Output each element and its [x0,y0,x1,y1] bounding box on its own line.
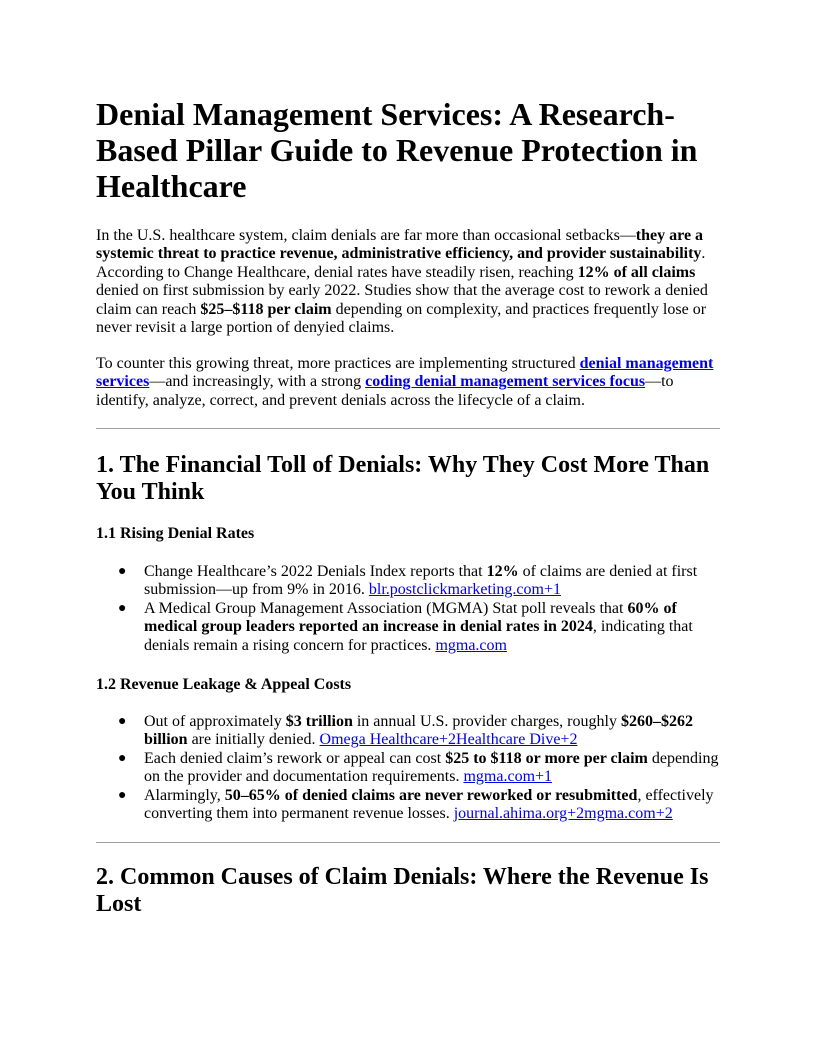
coding-denial-management-link[interactable]: coding denial management services focus [365,373,646,391]
bullet-icon: ● [118,787,127,803]
intro-paragraph-2 [96,355,720,410]
section-divider [96,842,720,843]
item-text: in annual U.S. provider charges, roughly [352,713,621,730]
item-text: Change Healthcare’s 2022 Denials Index reports that [144,563,487,580]
intro-text: In the U.S. healthcare system, claim denials are far more than occasional setbacks— [96,227,636,244]
item-text: , effectively converting them into permanent revenue losses. [144,786,714,823]
item-text: Each denied claim’s rework or appeal can cost [144,749,446,767]
denial-management-services-link[interactable]: denial management services [96,355,714,391]
intro-bold-text: 12% of all claims [577,263,696,281]
bullet-icon: ● [118,714,127,729]
item-bold-text: 60% of medical group leaders reported an increase in denial rates in 2024 [144,599,677,636]
item-text: are initially denied. [187,731,320,749]
bullet-icon: ● [118,600,127,616]
section-1-heading: 1. The Financial Toll of Denials: Why They Cost More Than You Think [96,452,710,505]
item-bold-text: 12% [486,563,519,580]
list-item [96,787,720,824]
list-item [96,600,720,655]
source-link[interactable]: journal.ahima.org+2mgma.com+2 [453,805,673,823]
section-divider [96,428,720,429]
list-item [96,563,720,600]
item-text: , indicating that denials remain a rising concern for practices. [144,618,693,654]
source-link[interactable]: mgma.com+1 [463,768,553,786]
subsection-1-2-heading: 1.2 Revenue Leakage & Appeal Costs [96,676,352,693]
source-link[interactable]: blr.postclickmarketing.com+1 [368,581,561,599]
list-item [96,750,720,787]
section-2-heading: 2. Common Causes of Claim Denials: Where the Revenue Is Lost [96,864,709,917]
intro-paragraph-1 [96,227,720,337]
item-bold-text: $260–$262 billion [144,713,693,749]
intro-text: —and increasingly, with a strong [149,373,366,391]
item-text: depending on the provider and documentation requirements. [144,749,719,786]
item-bold-text: $25 to $118 or more per claim [445,749,648,767]
item-text: of claims are denied at first submission—up from 9% in 2016. [144,563,698,599]
intro-text: To counter this growing threat, more practices are implementing structured [96,355,580,372]
item-text: A Medical Group Management Association (MGMA) Stat poll reveals that [144,599,628,617]
intro-bold-text: $25–$118 per claim [200,300,332,318]
source-link[interactable]: Omega Healthcare+2Healthcare Dive+2 [319,731,578,749]
bullet-icon: ● [118,564,127,579]
page-title: Denial Management Services: A Research-Based Pillar Guide to Revenue Protection in Healthcare [96,96,698,204]
item-bold-text: $3 trillion [285,713,353,730]
intro-text: denied on first submission by early 2022. Studies show that the average cost to rework a denied claim can reach [96,282,708,318]
intro-text: —to identify, analyze, correct, and prevent denials across the lifecycle of a claim. [96,373,674,409]
rising-denial-rates-list [96,563,720,655]
item-text: Out of approximately [144,713,286,730]
intro-text: depending on complexity, and practices frequently lose or never revisit a large portion of denyied claims. [96,300,707,337]
intro-text: . According to Change Healthcare, denial rates have steadily risen, reaching [96,245,706,281]
revenue-leakage-list [96,713,720,823]
list-item [96,713,720,750]
source-link[interactable]: mgma.com [435,636,507,654]
intro-bold-text: they are a systemic threat to practice revenue, administrative efficiency, and provider sustainability [96,227,704,263]
item-bold-text: 50–65% of denied claims are never reworked or resubmitted [224,786,638,804]
item-text: Alarmingly, [144,786,225,804]
subsection-1-1-heading: 1.1 Rising Denial Rates [96,525,255,542]
bullet-icon: ● [118,750,127,766]
